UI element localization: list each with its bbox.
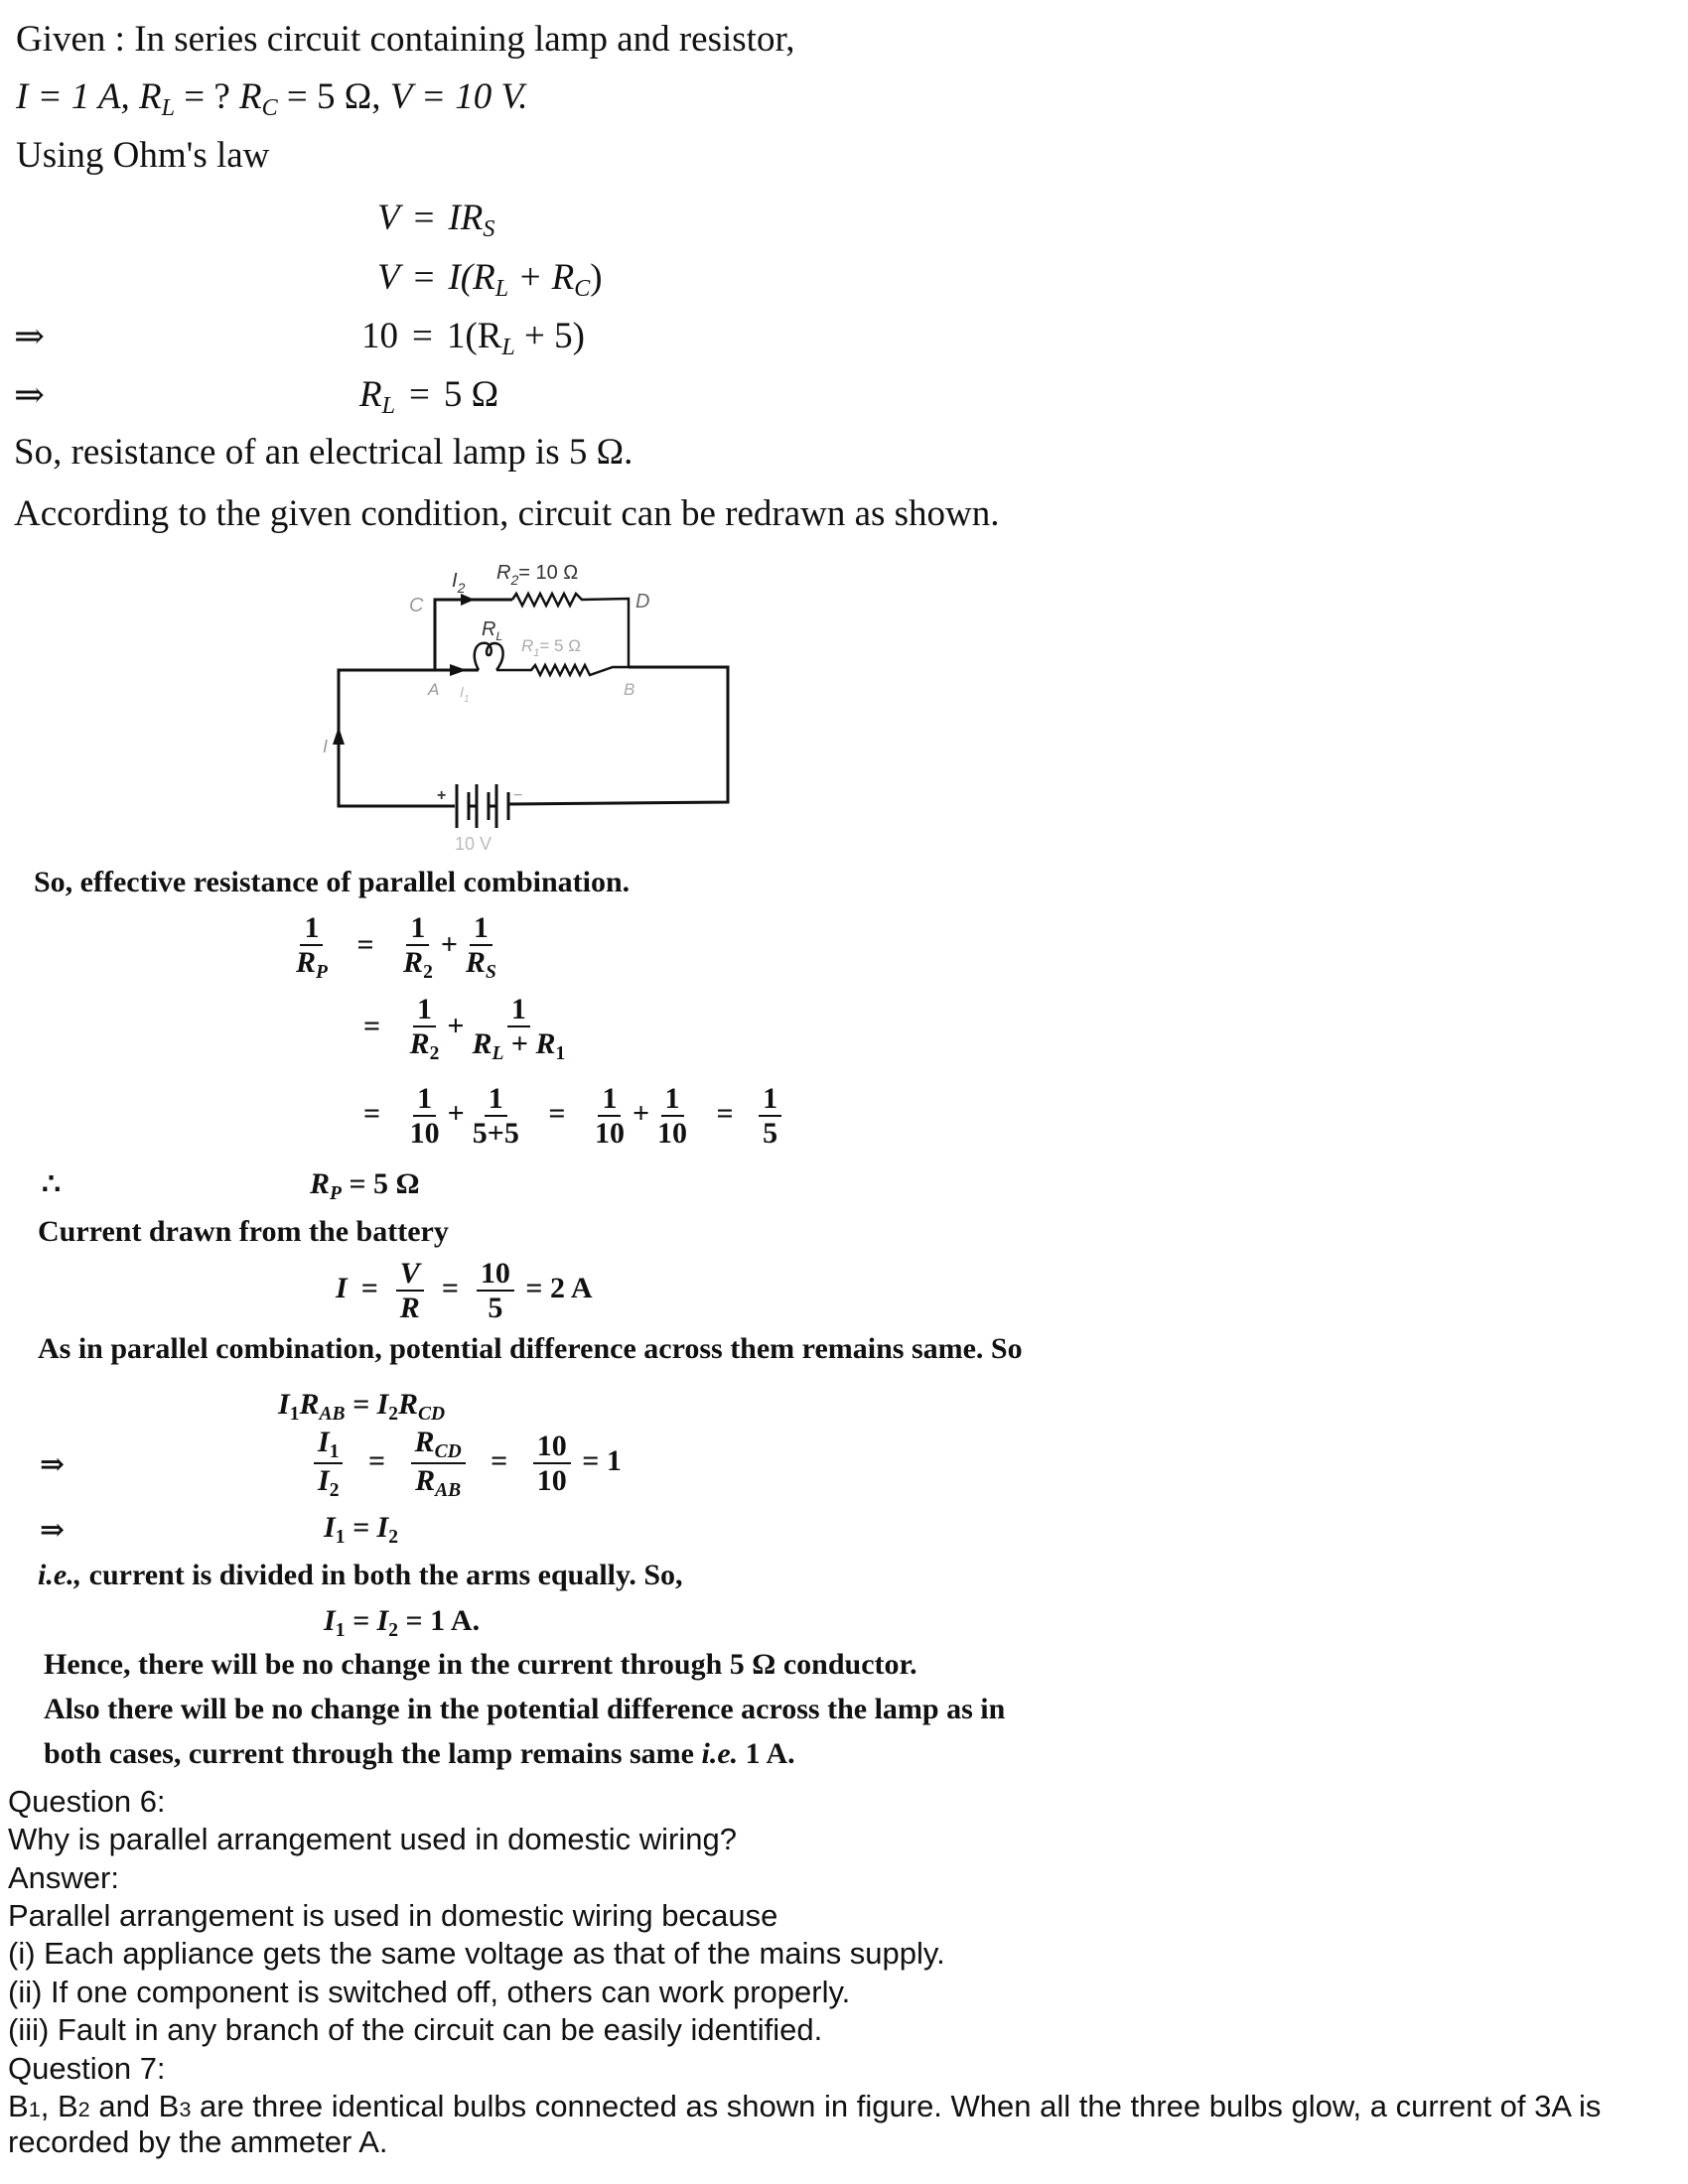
parallel-intro: So, effective resistance of parallel combination. — [34, 866, 631, 898]
rhs: IR — [448, 198, 484, 238]
sub: L — [381, 393, 395, 420]
label-i1: $I_1$ — [460, 684, 470, 705]
given-voltage: V = 10 V. — [389, 76, 528, 117]
fraction: $\frac{1}{5}$ — [759, 1082, 781, 1150]
equals: = — [356, 928, 374, 962]
equals: = — [363, 1096, 381, 1130]
answer-label: Answer: — [8, 1860, 119, 1895]
ohms-law-heading: Using Ohm's law — [16, 135, 270, 176]
fraction: $\frac{1}{10}$ — [657, 1082, 688, 1150]
equation-1: $V = IR_S$ — [377, 198, 495, 243]
answer-intro: Parallel arrangement is used in domestic wiring because — [8, 1898, 778, 1933]
plus: + — [440, 928, 458, 962]
sub: L — [501, 335, 515, 361]
implies-arrow: ⇒ — [40, 1448, 66, 1481]
lhs: V — [377, 257, 400, 298]
rhs: + R — [517, 257, 575, 298]
sub: C — [261, 95, 278, 122]
equation-3: $10 = 1(R_L + 5)$ — [361, 316, 585, 361]
fraction: $\frac{1}{10}$ — [409, 1082, 440, 1150]
question-7-title: Question 7: — [8, 2051, 166, 2086]
fraction: $\frac{R_{CD}}{R_{AB}}$ — [411, 1426, 466, 1502]
sub: C — [574, 276, 591, 303]
rp-equation-1 — [288, 911, 504, 983]
equation-2: $V = I(R_L + R_C)$ — [377, 257, 603, 303]
lhs: R — [359, 374, 382, 415]
lamp-icon — [475, 643, 503, 670]
question-6-text: Why is parallel arrangement used in domestic wiring? — [8, 1822, 737, 1856]
return-wire — [508, 667, 728, 804]
lhs: 10 — [361, 316, 398, 356]
current-arrow-i — [333, 727, 345, 745]
implies-arrow: ⇒ — [40, 1514, 66, 1547]
given-line: Given : In series circuit containing lamp and resistor, — [16, 19, 795, 60]
division-eq-2: $\frac{I_1}{I_2}$ = $\frac{R_{CD}}{R_{AB}}$ = $\frac{10}{10}$ = 1 — [310, 1426, 622, 1502]
circuit-diagram — [0, 0, 1688, 893]
label-d: D — [635, 591, 650, 613]
label-r2: $R_2= 10$ Ω — [496, 562, 579, 588]
division-eq-1: $I_1R_{AB} = I_2R_{CD}$ — [278, 1388, 446, 1425]
battery-current-equation: I = $\frac{V}{R}$ = $\frac{10}{5}$ = 2 A — [336, 1257, 593, 1324]
plus: + — [447, 1010, 465, 1043]
current-result: = 2 A — [525, 1271, 593, 1304]
current-arrow-i1 — [450, 664, 467, 676]
r1-resistor — [496, 665, 629, 675]
sub: S — [483, 216, 495, 243]
label-rl: $R_L$ — [482, 618, 503, 643]
fraction: $\frac{1}{R_L + R_1}$ — [472, 993, 566, 1064]
label-b: B — [624, 680, 635, 699]
therefore-symbol: ∴ — [42, 1168, 62, 1201]
label-r1: $R_1= 5$ Ω — [521, 636, 581, 659]
also-text-2: both cases, current through the lamp remains same i.e. 1 A. — [44, 1737, 795, 1770]
sub: L — [494, 276, 509, 303]
battery-current-intro: Current drawn from the battery — [38, 1215, 449, 1248]
battery-plus: + — [437, 787, 447, 804]
question-7-text-2: recorded by the ammeter A. — [8, 2124, 388, 2159]
division-eq-4: $I_1 = I_2 = 1$ A. — [324, 1604, 481, 1641]
answer-point: (i) Each appliance gets the same voltage as that of the mains supply. — [8, 1936, 945, 1971]
given-rc: R — [239, 76, 262, 117]
fraction: $\frac{1}{10}$ — [594, 1082, 625, 1150]
rhs: I(R — [448, 257, 495, 298]
given-rl-val: = ? — [184, 76, 230, 117]
fraction: $\frac{1}{R_2}$ — [409, 993, 440, 1064]
fraction: $\frac{10}{5}$ — [477, 1257, 514, 1324]
question-7-text: B1, B2 and B3 are three identical bulbs connected as shown in figure. When all the three bulbs glow, a current of 3A is — [8, 2089, 1602, 2123]
rhs: 1(R — [446, 316, 502, 356]
fraction: $\frac{10}{10}$ — [533, 1430, 571, 1497]
division-intro: As in parallel combination, potential difference across them remains same. So — [38, 1332, 1023, 1365]
rhs: + 5) — [524, 316, 585, 356]
sub: L — [161, 95, 175, 122]
plus: + — [447, 1096, 465, 1130]
rp-result: $R_P = 5$ Ω — [310, 1167, 420, 1204]
fraction: $\frac{1}{R_2}$ — [403, 911, 433, 983]
battery-voltage: 10 V — [455, 834, 492, 854]
rp-equation-3 — [350, 1082, 785, 1150]
given-current: I = 1 A, — [16, 76, 130, 117]
ie-text: i.e., current is divided in both the arms equally. So, — [38, 1559, 683, 1591]
lhs: V — [377, 198, 400, 238]
ratio-result: = 1 — [582, 1444, 622, 1478]
fraction: $\frac{1}{R_P}$ — [296, 911, 328, 983]
label-i2: $I_2$ — [452, 570, 466, 596]
equals: = — [548, 1096, 566, 1130]
lamp-resistance-text: So, resistance of an electrical lamp is 5 Ω. — [14, 432, 633, 473]
implies-arrow: ⇒ — [14, 375, 46, 416]
fraction: $\frac{I_1}{I_2}$ — [314, 1426, 343, 1502]
also-text-1: Also there will be no change in the potential difference across the lamp as in — [44, 1693, 1006, 1725]
redrawn-text: According to the given condition, circuit can be redrawn as shown. — [14, 493, 1000, 534]
equation-4: $R_L = 5$ Ω — [359, 374, 499, 420]
implies-arrow: ⇒ — [14, 317, 46, 357]
equals: = — [363, 1010, 381, 1043]
fraction: $\frac{V}{R}$ — [396, 1257, 424, 1324]
label-a: A — [428, 680, 440, 699]
equals: = — [716, 1096, 734, 1130]
answer-point: (iii) Fault in any branch of the circuit can be easily identified. — [8, 2012, 823, 2047]
fraction: $\frac{1}{R_S}$ — [465, 911, 496, 983]
r2-resistor — [512, 594, 629, 667]
answer-point: (ii) If one component is switched off, others can work properly. — [8, 1975, 851, 2009]
battery-minus: − — [513, 787, 523, 804]
label-i: I — [323, 737, 329, 756]
label-c: C — [409, 595, 424, 616]
division-eq-3: $I_1 = I_2$ — [324, 1511, 398, 1548]
given-rl: R — [138, 76, 162, 117]
hence-text: Hence, there will be no change in the current through 5 Ω conductor. — [44, 1648, 917, 1681]
rhs: ) — [590, 257, 603, 298]
rp-equation-2 — [350, 993, 573, 1064]
fraction: $\frac{1}{5+5}$ — [472, 1082, 519, 1150]
rhs: 5 Ω — [443, 374, 499, 415]
plus: + — [632, 1096, 650, 1130]
question-6-title: Question 6: — [8, 1784, 166, 1819]
given-rc-val: = 5 Ω, — [286, 76, 381, 117]
